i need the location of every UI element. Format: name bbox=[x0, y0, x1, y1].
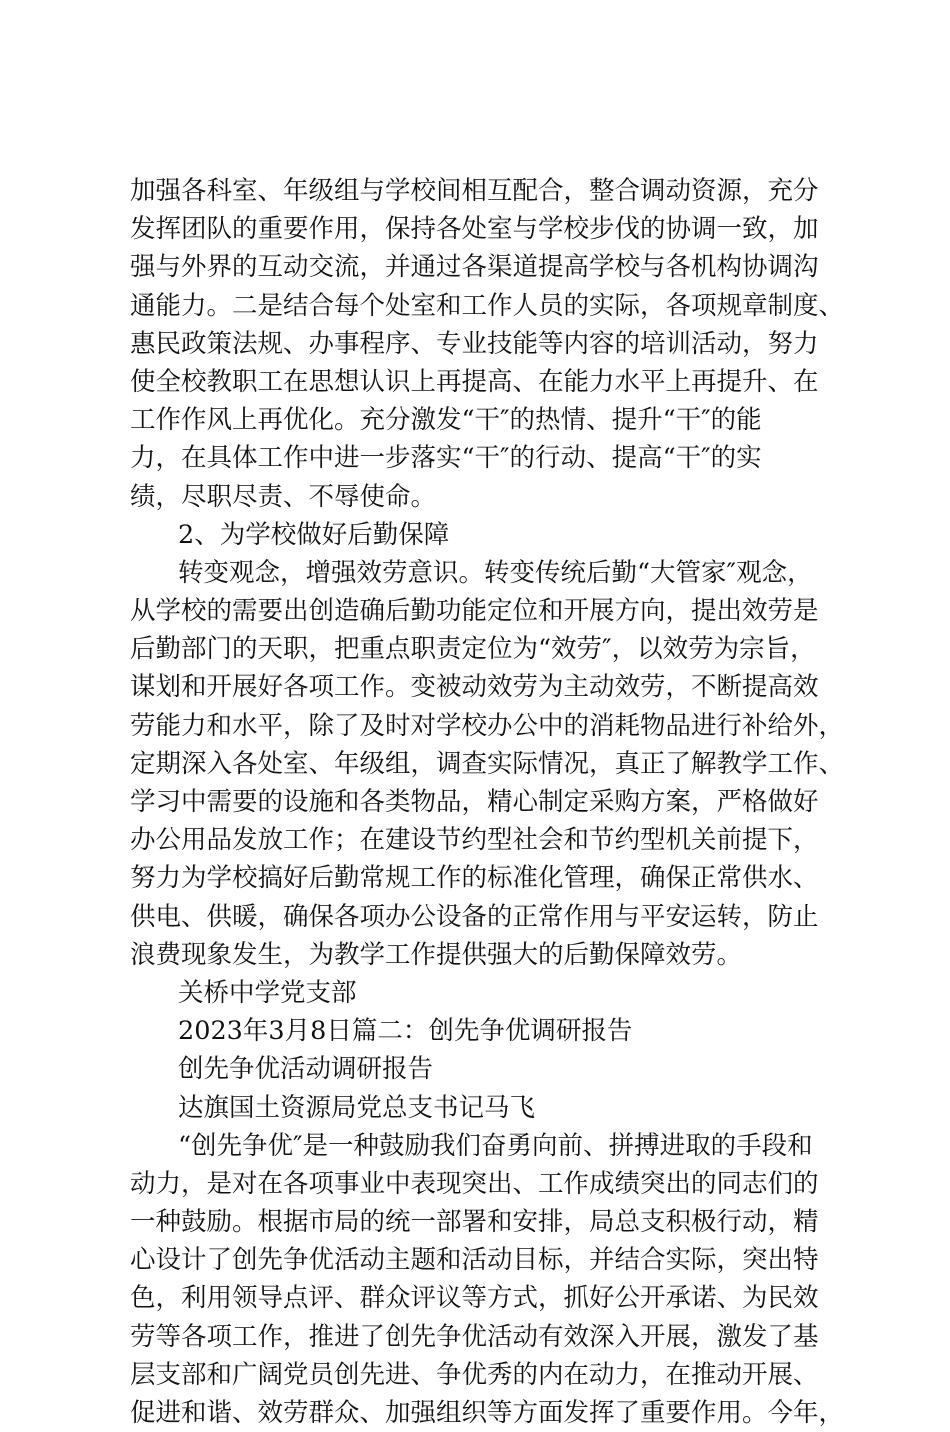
text-line: 心设计了创先争优活动主题和活动目标，并结合实际，突出特 bbox=[130, 1245, 819, 1276]
text-line: 2023年3月8日篇二：创先争优调研报告 bbox=[178, 1016, 633, 1047]
text-line: “创先争优″是一种鼓励我们奋勇向前、拼搏进取的手段和 bbox=[178, 1130, 813, 1161]
text-line: 后勤部门的天职，把重点职责定位为“效劳″，以效劳为宗旨， bbox=[130, 634, 816, 665]
text-line: 绩，尽职尽责、不辱使命。 bbox=[130, 481, 437, 512]
text-line: 定期深入各处室、年级组，调查实际情况，真正了解教学工作、 bbox=[130, 748, 845, 779]
text-line: 一种鼓励。根据市局的统一部署和安排，局总支积极行动，精 bbox=[130, 1207, 819, 1238]
text-line: 浪费现象发生，为教学工作提供强大的后勤保障效劳。 bbox=[130, 939, 743, 970]
text-line: 劳能力和水平，除了及时对学校办公中的消耗物品进行补给外， bbox=[130, 710, 845, 741]
text-line: 强与外界的互动交流，并通过各渠道提高学校与各机构协调沟 bbox=[130, 252, 819, 283]
text-line: 工作作风上再优化。充分激发“干″的热情、提升“干″的能 bbox=[130, 405, 762, 436]
text-line: 达旗国土资源局党总支书记马飞 bbox=[178, 1092, 536, 1123]
text-line: 转变观念，增强效劳意识。转变传统后勤“大管家″观念， bbox=[178, 557, 813, 588]
text-line: 动力，是对在各项事业中表现突出、工作成绩突出的同志们的 bbox=[130, 1168, 819, 1199]
text-line: 办公用品发放工作；在建设节约型社会和节约型机关前提下， bbox=[130, 825, 819, 856]
text-line: 发挥团队的重要作用，保持各处室与学校步伐的协调一致，加 bbox=[130, 214, 819, 245]
text-line: 促进和谐、效劳群众、加强组织等方面发挥了重要作用。今年， bbox=[130, 1398, 845, 1428]
text-line: 使全校教职工在思想认识上再提高、在能力水平上再提升、在 bbox=[130, 366, 819, 397]
text-line: 从学校的需要出创造确后勤功能定位和开展方向，提出效劳是 bbox=[130, 596, 819, 627]
text-line: 关桥中学党支部 bbox=[178, 977, 357, 1008]
document-body bbox=[130, 172, 850, 1432]
text-line: 供电、供暖，确保各项办公设备的正常作用与平安运转，防止 bbox=[130, 901, 819, 932]
text-line: 谋划和开展好各项工作。变被动效劳为主动效劳，不断提高效 bbox=[130, 672, 819, 703]
text-line: 色，利用领导点评、群众评议等方式，抓好公开承诺、为民效 bbox=[130, 1283, 819, 1314]
text-line: 学习中需要的设施和各类物品，精心制定采购方案，严格做好 bbox=[130, 787, 819, 817]
text-line: 创先争优活动调研报告 bbox=[178, 1054, 434, 1085]
text-line: 加强各科室、年级组与学校间相互配合，整合调动资源，充分 bbox=[130, 176, 819, 206]
text-line: 惠民政策法规、办事程序、专业技能等内容的培训活动，努力 bbox=[130, 328, 819, 359]
text-line: 努力为学校搞好后勤常规工作的标准化管理，确保正常供水、 bbox=[130, 863, 819, 894]
text-line: 2、为学校做好后勤保障 bbox=[178, 519, 450, 550]
text-line: 层支部和广阔党员创先进、争优秀的内在动力，在推动开展、 bbox=[130, 1359, 819, 1390]
text-line: 劳等各项工作，推进了创先争优活动有效深入开展，激发了基 bbox=[130, 1321, 819, 1352]
text-line: 力，在具体工作中进一步落实“干″的行动、提高“干″的实 bbox=[130, 443, 762, 474]
text-line: 通能力。二是结合每个处室和工作人员的实际，各项规章制度、 bbox=[130, 290, 845, 321]
